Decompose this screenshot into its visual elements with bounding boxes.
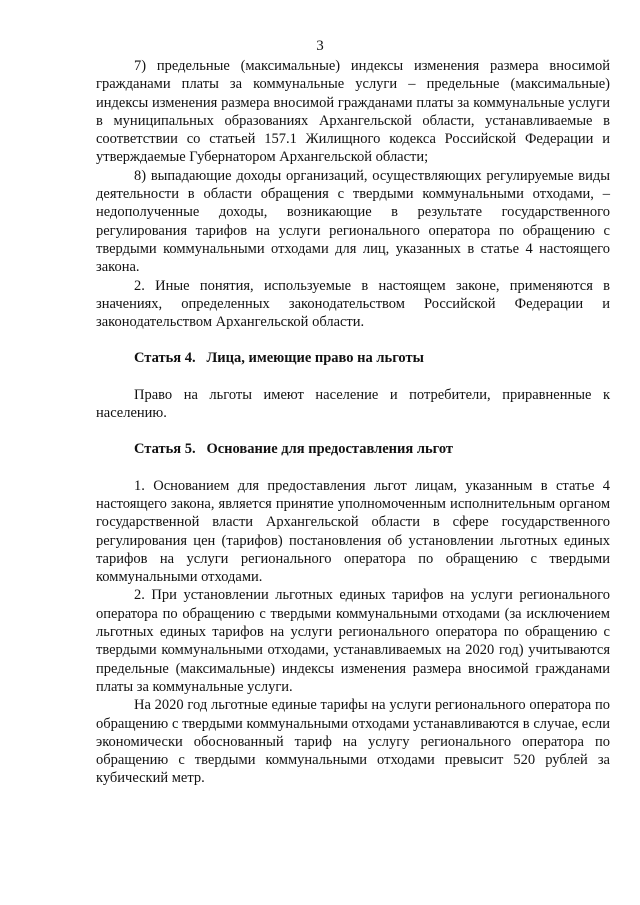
spacer bbox=[96, 422, 610, 440]
article-5-clause-1: 1. Основанием для предоставления льгот лицам, указанным в статье 4 настоящего закона, является принятие уполномоченным исполнительным органом государственной власти Архангельской области в сфере государственного регулирования цен (тарифов) постановления об установлении льготных единых тарифов на услуги регионального оператора по обращению с твердыми коммунальными отходами. bbox=[96, 477, 610, 586]
paragraph-clause-2: 2. Иные понятия, используемые в настоящем законе, применяются в значениях, определенных законодательством Российской Федерации и законодательством Архангельской области. bbox=[96, 277, 610, 331]
article-4-heading: Статья 4. Лица, имеющие право на льготы bbox=[134, 350, 424, 367]
article-4-paragraph: Право на льготы имеют население и потребители, приравненные к населению. bbox=[96, 386, 610, 422]
spacer bbox=[96, 459, 610, 477]
document-body bbox=[96, 57, 610, 788]
article-5-clause-2: 2. При установлении льготных единых тарифов на услуги регионального оператора по обращению с твердыми коммунальными отходами (за исключением льготных единых тарифов на услуги регионального оператора по обращению с твердыми коммунальными отходами, устанавливаемых на 2020 год) учитываются предельные (максимальные) индексы изменения размера вносимой гражданами платы за коммунальные услуги. bbox=[96, 587, 610, 695]
paragraph-item-8: 8) выпадающие доходы организаций, осуществляющих регулируемые виды деятельности в области обращения с твердыми коммунальными отходами, – недополученные доходы, возникающие в результате государственного регулирования тарифов на услуги регионального оператора по обращению с твердыми коммунальными отходами для лиц, указанных в статье 4 настоящего закона. bbox=[96, 167, 610, 276]
article-5-clause-2-continuation: На 2020 год льготные единые тарифы на услуги регионального оператора по обращению с твердыми коммунальными отходами устанавливаются в случае, если экономически обоснованный тариф на услугу регионального оператора по обращению с твердыми коммунальными отходами превысит 520 рублей за кубический метр. bbox=[96, 697, 610, 787]
page-number: 3 bbox=[316, 38, 324, 54]
spacer bbox=[96, 368, 610, 386]
spacer bbox=[96, 331, 610, 349]
paragraph-item-7: 7) предельные (максимальные) индексы изменения размера вносимой гражданами платы за коммунальные услуги – предельные (максимальные) индексы изменения размера вносимой гражданами платы за коммунальные услуги в муниципальных образованиях Архангельской области, устанавливаемые в соответствии со статьей 157.1 Жилищного кодекса Российской Федерации и утверждаемые Губернатором Архангельской области; bbox=[96, 58, 610, 166]
article-5-heading: Статья 5. Основание для предоставления льгот bbox=[134, 441, 454, 458]
